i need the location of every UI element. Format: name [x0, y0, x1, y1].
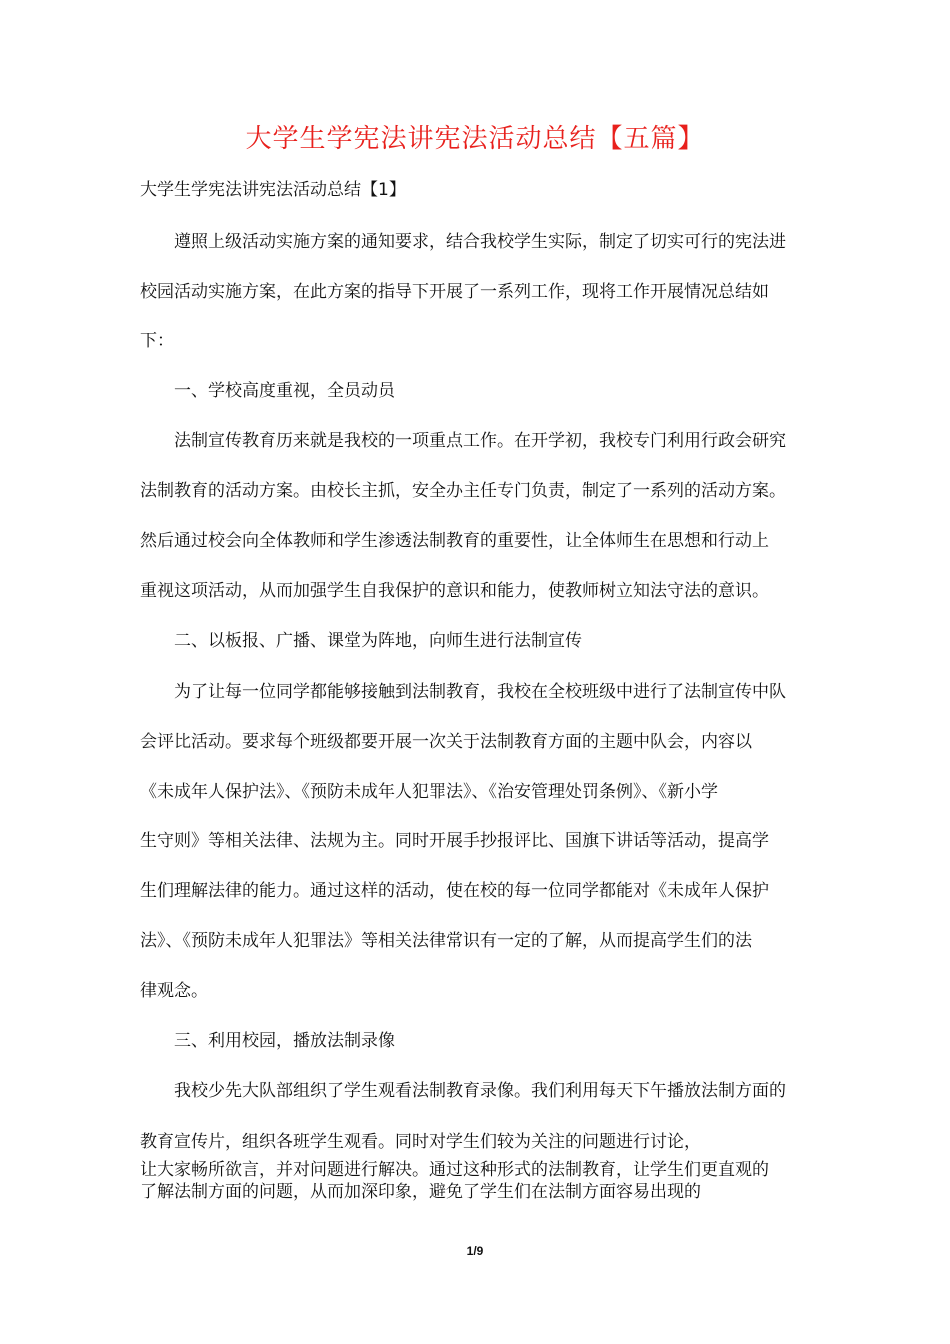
text-line: 为了让每一位同学都能够接触到法制教育，我校在全校班级中进行了法制宣传中队: [140, 682, 786, 702]
text-line: 校园活动实施方案，在此方案的指导下开展了一系列工作，现将工作开展情况总结如: [140, 282, 769, 302]
text-line: 法》、《预防未成年人犯罪法》等相关法律常识有一定的了解，从而提高学生们的法: [140, 931, 752, 951]
text-line: 《未成年人保护法》、《预防未成年人犯罪法》、《治安管理处罚条例》、《新小学: [140, 782, 718, 802]
text-line: 一、学校高度重视，全员动员: [140, 381, 395, 401]
text-line: 遵照上级活动实施方案的通知要求，结合我校学生实际，制定了切实可行的宪法进: [140, 232, 786, 252]
text-line: 了解法制方面的问题，从而加深印象，避免了学生们在法制方面容易出现的: [140, 1182, 701, 1202]
text-line: 生守则》等相关法律、法规为主。同时开展手抄报评比、国旗下讲话等活动，提高学: [140, 831, 769, 851]
text-line: 我校少先大队部组织了学生观看法制教育录像。我们利用每天下午播放法制方面的: [140, 1081, 786, 1101]
text-line: 法制教育的活动方案。由校长主抓，安全办主任专门负责，制定了一系列的活动方案。: [140, 481, 786, 501]
text-line: 法制宣传教育历来就是我校的一项重点工作。在开学初，我校专门利用行政会研究: [140, 431, 786, 451]
section-heading: 大学生学宪法讲宪法活动总结【1】: [140, 180, 406, 200]
text-line: 然后通过校会向全体教师和学生渗透法制教育的重要性，让全体师生在思想和行动上: [140, 531, 769, 551]
document-title: 大学生学宪法讲宪法活动总结【五篇】: [245, 124, 705, 154]
text-line: 二、以板报、广播、课堂为阵地，向师生进行法制宣传: [140, 631, 582, 651]
page-number: 1/9: [466, 1244, 484, 1258]
text-line: 律观念。: [140, 981, 208, 1001]
text-line: 下：: [140, 331, 174, 351]
text-line: 生们理解法律的能力。通过这样的活动，使在校的每一位同学都能对《未成年人保护: [140, 881, 769, 901]
text-line: 三、利用校园，播放法制录像: [140, 1031, 395, 1051]
text-line: 重视这项活动，从而加强学生自我保护的意识和能力，使教师树立知法守法的意识。: [140, 581, 769, 601]
text-line: 会评比活动。要求每个班级都要开展一次关于法制教育方面的主题中队会，内容以: [140, 732, 752, 752]
text-line: 让大家畅所欲言，并对问题进行解决。通过这种形式的法制教育，让学生们更直观的: [140, 1160, 769, 1180]
text-line: 教育宣传片，组织各班学生观看。同时对学生们较为关注的问题进行讨论，: [140, 1132, 701, 1152]
